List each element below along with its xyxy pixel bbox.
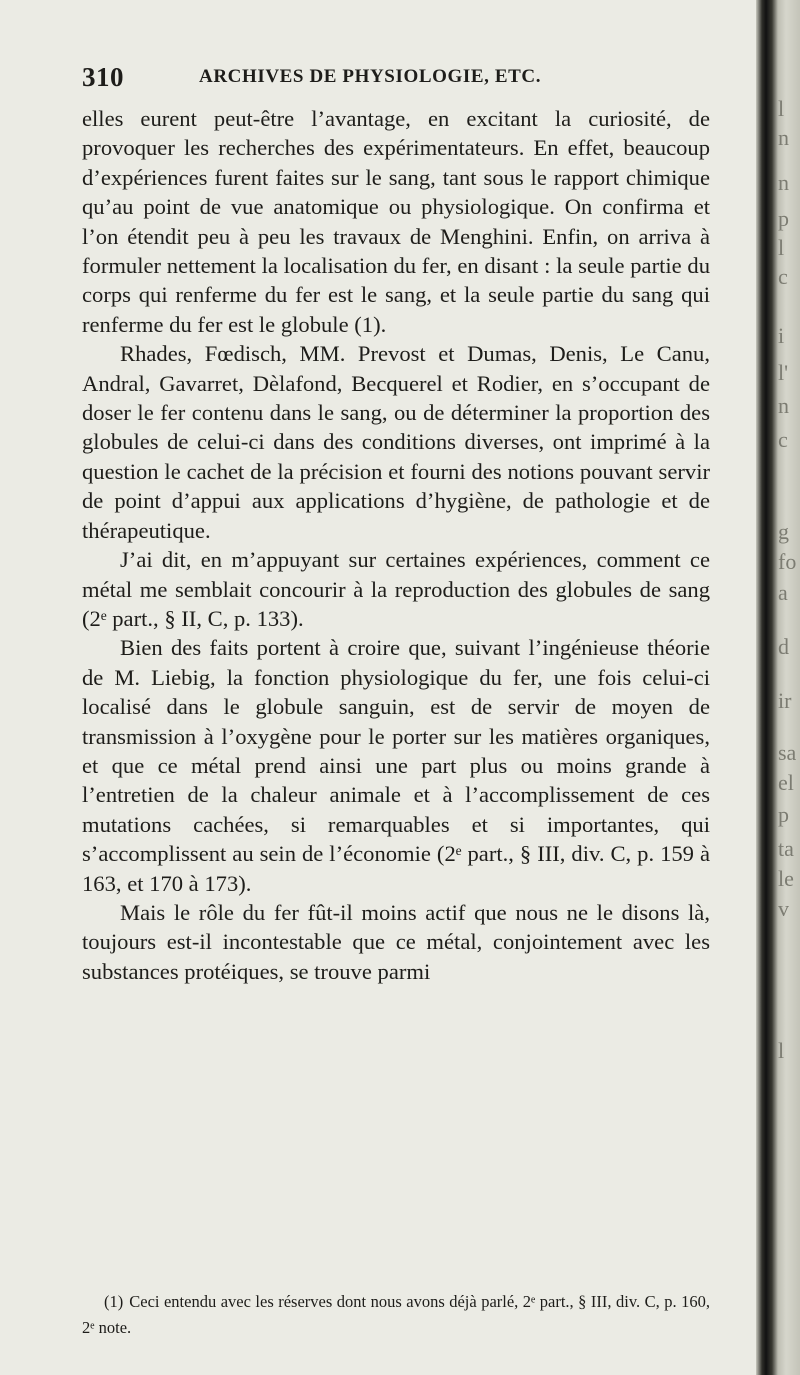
paragraph-4: Bien des faits portent à croire que, suivant l’ingénieuse théorie de M. Liebig, la fonction physiologique du fer, une fois celui-ci localisé dans le globule sanguin, est de servir de moyen de transmission à l’oxygène pour le porter sur les matières organiques, et que ce métal prend ainsi une part plus ou moins grande à l’entretien de la chaleur animale et à l’accomplissement de ces mutations cachées, si remarquables et si importantes, qui s’accomplissent au sein de l’économie (2ᵉ part., § III, div. C, p. 159 à 163, et 170 à 173). bbox=[82, 635, 710, 896]
margin-fragment: a bbox=[778, 580, 788, 605]
margin-fragment: fo bbox=[778, 549, 797, 574]
margin-fragment: v bbox=[778, 896, 789, 921]
margin-fragment: ir bbox=[778, 688, 792, 713]
book-gutter bbox=[756, 0, 800, 1375]
margin-fragment: d bbox=[778, 634, 789, 659]
running-head bbox=[82, 62, 722, 92]
margin-fragment: ta bbox=[778, 836, 794, 861]
margin-fragment: c bbox=[778, 427, 788, 452]
paragraph-3: J’ai dit, en m’appuyant sur certaines expériences, comment ce métal me semblait concourir à la reproduction des globules de sang (2ᵉ part., § II, C, p. 133). bbox=[82, 547, 710, 631]
paragraph-1: elles eurent peut-être l’avantage, en excitant la curiosité, de provoquer les recherches des expérimentateurs. En effet, beaucoup d’expériences furent faites sur le sang, tant sous le rapport chimique qu’au point de vue anatomique ou physiologique. On confirma et l’on étendit peu à peu les travaux de Menghini. Enfin, on arriva à formuler nettement la localisation du fer, en disant : la seule partie du corps qui renferme du fer est le sang, et la seule partie du sang qui renferme du fer est le globule (1). bbox=[82, 106, 710, 337]
body-text bbox=[82, 104, 710, 986]
page-number: 310 bbox=[82, 62, 124, 92]
margin-fragment: p bbox=[778, 802, 789, 827]
margin-fragment: le bbox=[778, 866, 794, 891]
margin-fragment: n bbox=[778, 170, 789, 195]
paragraph-5: Mais le rôle du fer fût-il moins actif que nous ne le disons là, toujours est-il incontestable que ce métal, conjointement avec les substances protéiques, se trouve parmi bbox=[82, 899, 710, 984]
margin-fragment: n bbox=[778, 125, 789, 150]
footnote-mark: (1) bbox=[104, 1292, 124, 1311]
margin-fragment: p bbox=[778, 206, 789, 231]
margin-fragment: c bbox=[778, 264, 788, 289]
running-title: ARCHIVES DE PHYSIOLOGIE, ETC. bbox=[199, 66, 542, 87]
footnote-text: Ceci entendu avec les réserves dont nous avons déjà parlé, 2ᵉ part., § III, div. C, p. 160, 2ᵉ note. bbox=[82, 1292, 710, 1337]
margin-fragment: l bbox=[778, 96, 785, 121]
margin-fragment: l' bbox=[778, 360, 789, 385]
margin-fragment: g bbox=[778, 519, 789, 544]
margin-fragment: i bbox=[778, 323, 785, 348]
margin-fragment: sa bbox=[778, 740, 797, 765]
footnote-1 bbox=[82, 1289, 710, 1341]
margin-fragment: l bbox=[778, 235, 785, 260]
margin-fragment: l bbox=[778, 1038, 785, 1063]
margin-fragment: n bbox=[778, 393, 789, 418]
margin-fragment: el bbox=[778, 770, 794, 795]
paragraph-2: Rhades, Fœdisch, MM. Prevost et Dumas, Denis, Le Canu, Andral, Gavarret, Dèlafond, Becquerel et Rodier, en s’occupant de doser le fer contenu dans le sang, ou de déterminer la proportion des globules de celui-ci dans des conditions diverses, ont imprimé à la question le cachet de la précision et fourni des notions pouvant servir de point d’appui aux applications d’hygiène, de pathologie et de thérapeutique. bbox=[82, 341, 710, 543]
